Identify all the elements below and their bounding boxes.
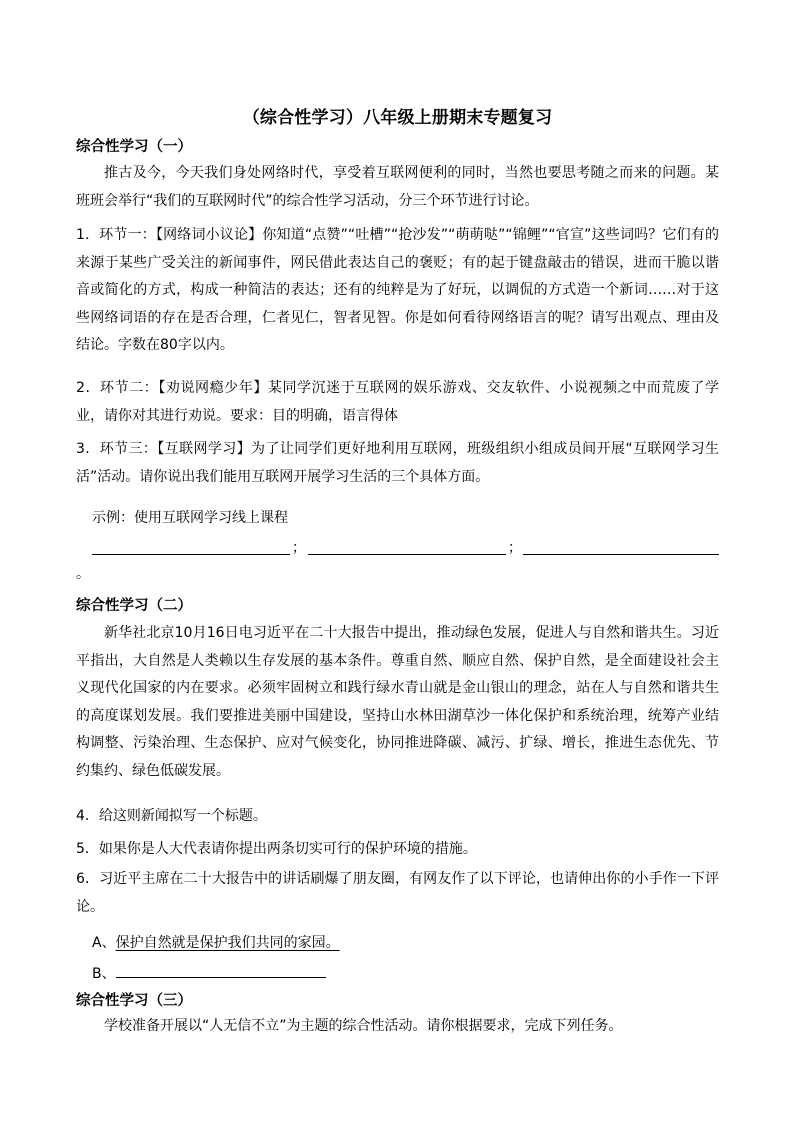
question-5: 5．如果你是人大代表请你提出两条切实可行的保护环境的措施。 [76, 841, 477, 857]
option-a-prefix: A、 [92, 935, 116, 951]
answer-blanks-row [92, 537, 722, 557]
question-1: 1．环节一：【网络词小议论】你知道“点赞”“吐槽”“抢沙发”“萌萌哒”“锦鲤”“官宣”这些词吗？它们有的来源于某些广受关注的新闻事件，网民借此表达自己的褒贬；有的起于键盘敲击的错误，进而干脆以谐音或简化的方式，构成一种简洁的表达；还有的纯粹是为了好玩，以调侃的方式造一个新词……对于这些网络词语的存在是否合理，仁者见仁，智者见智。你是如何看待网络语言的呢？请写出观点、理由及结论。字数在80字以内。 [76, 227, 719, 354]
section-2-heading: 综合性学习（二） [76, 598, 192, 614]
question-4: 4．给这则新闻拟写一个标题。 [76, 808, 267, 824]
answer-blank-1[interactable] [92, 553, 290, 555]
option-b [92, 963, 326, 985]
option-a [92, 932, 340, 954]
option-b-prefix: B、 [92, 966, 116, 982]
question-3: 3．环节三：【互联网学习】为了让同学们更好地利用互联网，班级组织小组成员间开展“互联网学习生活”活动。请你说出我们能用互联网开展学习生活的三个具体方面。 [76, 441, 719, 485]
section-2-news: 新华社北京10月16日电习近平在二十大报告中提出，推动绿色发展，促进人与自然和谐共生。习近平指出，大自然是人类赖以生存发展的基本条件。尊重自然、顺应自然、保护自然，是全面建设社会主义现代化国家的内在要求。必须牢固树立和践行绿水青山就是金山银山的理念，站在人与自然和谐共生的高度谋划发展。我们要推进美丽中国建设，坚持山水林田湖草沙一体化保护和系统治理，统筹产业结构调整、污染治理、生态保护、应对气候变化，协同推进降碳、减污、扩绿、增长，推进生态优先、节约集约、绿色低碳发展。 [76, 625, 719, 779]
section-3-heading: 综合性学习（三） [76, 993, 192, 1009]
document-title: （综合性学习）八年级上册期末专题复习 [242, 108, 553, 128]
section-3-intro: 学校准备开展以“人无信不立”为主题的综合性活动。请你根据要求，完成下列任务。 [104, 1018, 623, 1034]
question-2: 2．环节二：【劝说网瘾少年】某同学沉迷于互联网的娱乐游戏、交友软件、小说视频之中而荒废了学业，请你对其进行劝说。要求：目的明确，语言得体 [76, 380, 719, 424]
question-6: 6．习近平主席在二十大报告中的讲话刷爆了朋友圈，有网友作了以下评论，也请伸出你的小手作一下评论。 [76, 871, 719, 915]
blank-separator: ； [508, 540, 522, 556]
answer-period: 。 [76, 566, 90, 582]
section-1-intro: 推古及今，今天我们身处网络时代，享受着互联网便利的同时，当然也要思考随之而来的问题。某班班会举行“我们的互联网时代”的综合性学习活动，分三个环节进行讨论。 [76, 165, 719, 209]
answer-blank-3[interactable] [523, 553, 719, 555]
option-b-blank[interactable] [116, 963, 326, 978]
section-1-heading: 综合性学习（一） [76, 139, 192, 155]
blank-separator: ； [292, 540, 306, 556]
example-text: 示例：使用互联网学习线上课程 [92, 510, 288, 526]
option-a-text: 保护自然就是保护我们共同的家园。 [115, 935, 340, 951]
answer-blank-2[interactable] [308, 553, 506, 555]
